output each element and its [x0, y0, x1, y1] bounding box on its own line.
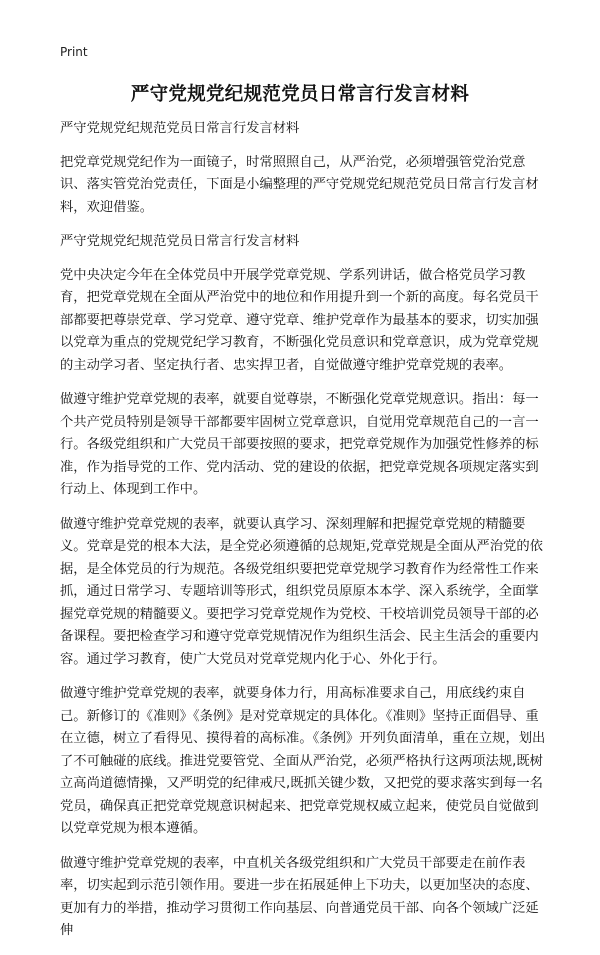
body-paragraph: 党中央决定今年在全体党员中开展学党章党规、学系列讲话，做合格党员学习教育，把党章党规在全面从严治党中的地位和作用提升到一个新的高度。每名党员干部都要把尊崇党章、学习党章、遵守党章、维护党章作为最基本的要求，切实加强以党章为重点的党规党纪学习教育，不断强化党员意识和党章意识，成为党章党规的主动学习者、坚定执行者、忠实捍卫者，自觉做遵守维护党章党规的表率。	[60, 267, 539, 373]
intro-paragraph: 把党章党规党纪作为一面镜子，时常照照自己，从严治党，必须增强管党治党意识、落实管党治党责任，下面是小编整理的严守党规党纪规范党员日常言行发言材料，欢迎借鉴。	[60, 154, 539, 215]
subtitle-paragraph: 严守党规党纪规范党员日常言行发言材料	[60, 121, 300, 136]
body-paragraph: 做遵守维护党章党规的表率，就要认真学习、深刻理解和把握党章党规的精髓要义。党章是党的根本大法，是全党必须遵循的总规矩,党章党规是全面从严治党的依据，是全体党员的行为规范。各级党组织要把党章党规学习教育作为经常性工作来抓，通过日常学习、专题培训等形式，组织党员原原本本学、深入系统学，全面掌握党章党规的精髓要义。要把学习党章党规作为党校、干校培训党员领导干部的必备课程。要把检查学习和遵守党章党规情况作为组织生活会、民主生活会的重要内容。通过学习教育，使广大党员对党章党规内化于心、外化于行。	[60, 516, 543, 667]
subtitle-paragraph: 严守党规党纪规范党员日常言行发言材料	[60, 234, 300, 249]
print-label[interactable]: Print	[60, 45, 88, 59]
body-paragraph: 做遵守维护党章党规的表率，中直机关各级党组织和广大党员干部要走在前作表率，切实起到示范引领作用。要进一步在拓展延伸上下功夫，以更加坚决的态度、更加有力的举措，推动学习贯彻工作向基层、向普通党员干部、向各个领域广泛延伸	[60, 855, 539, 938]
body-paragraph: 做遵守维护党章党规的表率，就要自觉尊崇，不断强化党章党规意识。指出：每一个共产党员特别是领导干部都要牢固树立党章意识，自觉用党章规范自己的一言一行。各级党组织和广大党员干部要按照的要求，把党章党规作为加强党性修养的标准，作为指导党的工作、党内活动、党的建设的依据，把党章党规各项规定落实到行动上、体现到工作中。	[60, 392, 539, 497]
body-paragraph: 做遵守维护党章党规的表率，就要身体力行，用高标准要求自己，用底线约束自己。新修订的《准则》《条例》是对党章规定的具体化。《准则》坚持正面倡导、重在立德，树立了看得见、摸得着的高标准。《条例》开列负面清单，重在立规，划出了不可触碰的底线。推进党要管党、全面从严治党，必须严格执行这两项法规,既树立高尚道德情操，又严明党的纪律戒尺,既抓关键少数，又把党的要求落实到每一名党员，确保真正把党章党规意识树起来、把党章党规权威立起来，使党员自觉做到以党章党规为根本遵循。	[60, 686, 546, 836]
document-title: 严守党规党纪规范党员日常言行发言材料	[130, 84, 470, 105]
document-body	[60, 118, 550, 955]
